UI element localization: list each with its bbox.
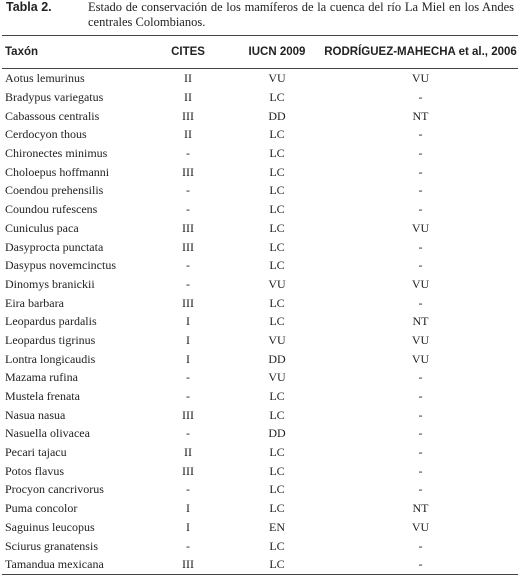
table-row (2, 443, 518, 462)
cell-rodriguez-mahecha: - (418, 445, 423, 460)
cell-rodriguez-mahecha: - (418, 164, 423, 179)
table-row (2, 480, 518, 499)
cell-iucn: LC (269, 127, 285, 142)
cell-rodriguez-mahecha: - (418, 482, 423, 497)
cell-taxon: Leopardus pardalis (5, 314, 97, 329)
cell-cites: - (186, 276, 190, 291)
header-rodriguez-mahecha: RODRÍGUEZ-MAHECHA et al., 2006 (323, 36, 518, 69)
table-row (2, 219, 518, 238)
cell-cites: I (186, 519, 190, 534)
cell-taxon: Bradypus variegatus (5, 90, 104, 105)
table-row (2, 387, 518, 406)
table-header (2, 36, 518, 69)
table-row (2, 312, 518, 331)
cell-rodriguez-mahecha: - (418, 239, 423, 254)
cell-taxon: Nasuella olivacea (5, 426, 90, 441)
table-row (2, 162, 518, 181)
table-row (2, 88, 518, 107)
cell-rodriguez-mahecha: - (418, 295, 423, 310)
cell-cites: - (186, 258, 190, 273)
cell-iucn: LC (269, 164, 285, 179)
cell-cites: III (145, 555, 231, 574)
cell-iucn: EN (269, 519, 285, 534)
cell-taxon: Mustela frenata (5, 389, 80, 404)
cell-taxon: Tamandua mexicana (2, 555, 145, 574)
table-row (2, 106, 518, 125)
cell-iucn: LC (269, 90, 285, 105)
cell-taxon: Choloepus hoffmanni (5, 164, 110, 179)
cell-iucn: LC (269, 314, 285, 329)
cell-cites: II (184, 71, 192, 86)
table-row (2, 499, 518, 518)
cell-rodriguez-mahecha: - (418, 370, 423, 385)
cell-iucn: LC (269, 407, 285, 422)
cell-rodriguez-mahecha: - (323, 555, 518, 574)
cell-rodriguez-mahecha: - (418, 127, 423, 142)
table-row (2, 256, 518, 275)
cell-cites: III (182, 239, 194, 254)
table-row (2, 125, 518, 144)
cell-rodriguez-mahecha: VU (411, 220, 430, 235)
cell-taxon: Chironectes minimus (5, 146, 108, 161)
table-row (2, 69, 518, 88)
header-cites: CITES (145, 36, 231, 69)
cell-iucn: LC (269, 463, 285, 478)
cell-taxon: Saguinus leucopus (5, 519, 95, 534)
cell-taxon: Lontra longicaudis (5, 351, 96, 366)
cell-rodriguez-mahecha: - (418, 538, 423, 553)
header-row (2, 36, 518, 69)
cell-cites: III (182, 220, 194, 235)
cell-rodriguez-mahecha: - (418, 90, 423, 105)
cell-iucn: LC (269, 538, 285, 553)
table-row (2, 293, 518, 312)
cell-taxon: Puma concolor (5, 501, 78, 516)
table-row (2, 536, 518, 555)
cell-cites: III (182, 108, 194, 123)
cell-iucn: LC (269, 258, 285, 273)
cell-taxon: Cabassous centralis (5, 108, 100, 123)
cell-taxon: Sciurus granatensis (5, 538, 98, 553)
cell-iucn: LC (231, 555, 323, 574)
cell-taxon: Aotus lemurinus (5, 71, 85, 86)
cell-iucn: LC (269, 501, 285, 516)
cell-rodriguez-mahecha: VU (411, 332, 430, 347)
cell-rodriguez-mahecha: NT (412, 501, 429, 516)
cell-taxon: Pecari tajacu (5, 445, 67, 460)
cell-iucn: LC (269, 220, 285, 235)
cell-cites: III (182, 407, 194, 422)
caption-text: Estado de conservación de los mamíferos de la cuenca del río La Miel en los Andes centrales Colombianos. (88, 0, 514, 29)
header-iucn: IUCN 2009 (231, 36, 323, 69)
cell-iucn: LC (269, 295, 285, 310)
cell-cites: - (186, 146, 190, 161)
cell-iucn: LC (269, 389, 285, 404)
cell-cites: - (186, 538, 190, 553)
table-row (2, 518, 518, 537)
cell-iucn: LC (269, 482, 285, 497)
table-row (2, 275, 518, 294)
cell-cites: III (182, 463, 194, 478)
cell-cites: II (184, 127, 192, 142)
cell-taxon: Dinomys branickii (5, 276, 95, 291)
cell-taxon: Dasypus novemcinctus (5, 258, 116, 273)
header-taxon: Taxón (2, 36, 145, 69)
cell-rodriguez-mahecha: VU (411, 71, 430, 86)
cell-iucn: DD (268, 426, 286, 441)
cell-iucn: VU (268, 370, 286, 385)
cell-iucn: LC (269, 202, 285, 217)
cell-rodriguez-mahecha: - (418, 183, 423, 198)
cell-iucn: LC (269, 146, 285, 161)
cell-taxon: Mazama rufina (5, 370, 78, 385)
cell-rodriguez-mahecha: - (418, 389, 423, 404)
cell-rodriguez-mahecha: - (418, 146, 423, 161)
cell-cites: - (186, 202, 190, 217)
cell-taxon: Cuniculus paca (5, 220, 79, 235)
cell-cites: II (184, 90, 192, 105)
cell-rodriguez-mahecha: - (418, 258, 423, 273)
cell-taxon: Nasua nasua (5, 407, 66, 422)
table-row (2, 405, 518, 424)
cell-iucn: VU (268, 276, 286, 291)
cell-taxon: Cerdocyon thous (5, 127, 87, 142)
cell-taxon: Coendou prehensilis (5, 183, 104, 198)
table-row (2, 424, 518, 443)
table-row (2, 461, 518, 480)
cell-cites: I (186, 314, 190, 329)
cell-rodriguez-mahecha: - (418, 407, 423, 422)
cell-cites: III (182, 164, 194, 179)
cell-taxon: Coundou rufescens (5, 202, 98, 217)
cell-taxon: Dasyprocta punctata (5, 239, 104, 254)
table-row (2, 331, 518, 350)
cell-cites: II (184, 445, 192, 460)
cell-taxon: Potos flavus (5, 463, 65, 478)
cell-iucn: VU (268, 332, 286, 347)
cell-rodriguez-mahecha: - (418, 426, 423, 441)
cell-rodriguez-mahecha: VU (411, 276, 430, 291)
table-body (2, 69, 518, 575)
cell-rodriguez-mahecha: VU (411, 351, 430, 366)
cell-taxon: Procyon cancrivorus (5, 482, 104, 497)
table-row (2, 200, 518, 219)
cell-iucn: LC (269, 445, 285, 460)
cell-cites: - (186, 389, 190, 404)
conservation-status-table (2, 35, 518, 575)
cell-iucn: LC (269, 183, 285, 198)
table-row (2, 555, 518, 574)
table-row (2, 144, 518, 163)
cell-iucn: LC (269, 239, 285, 254)
cell-cites: I (186, 501, 190, 516)
cell-cites: - (186, 426, 190, 441)
table-row (2, 181, 518, 200)
table-row (2, 349, 518, 368)
cell-rodriguez-mahecha: NT (412, 314, 429, 329)
cell-rodriguez-mahecha: VU (411, 519, 430, 534)
cell-cites: - (186, 482, 190, 497)
cell-iucn: DD (268, 351, 286, 366)
cell-taxon: Eira barbara (5, 295, 64, 310)
cell-iucn: DD (268, 108, 286, 123)
caption-label: Tabla 2. (6, 0, 52, 14)
cell-taxon: Leopardus tigrinus (5, 332, 96, 347)
cell-iucn: VU (268, 71, 286, 86)
table-row (2, 237, 518, 256)
cell-cites: I (186, 351, 190, 366)
cell-rodriguez-mahecha: - (418, 463, 423, 478)
table-row (2, 368, 518, 387)
cell-cites: - (186, 183, 190, 198)
cell-cites: I (186, 332, 190, 347)
cell-rodriguez-mahecha: - (418, 202, 423, 217)
cell-cites: - (186, 370, 190, 385)
cell-cites: III (182, 295, 194, 310)
cell-rodriguez-mahecha: NT (412, 108, 429, 123)
